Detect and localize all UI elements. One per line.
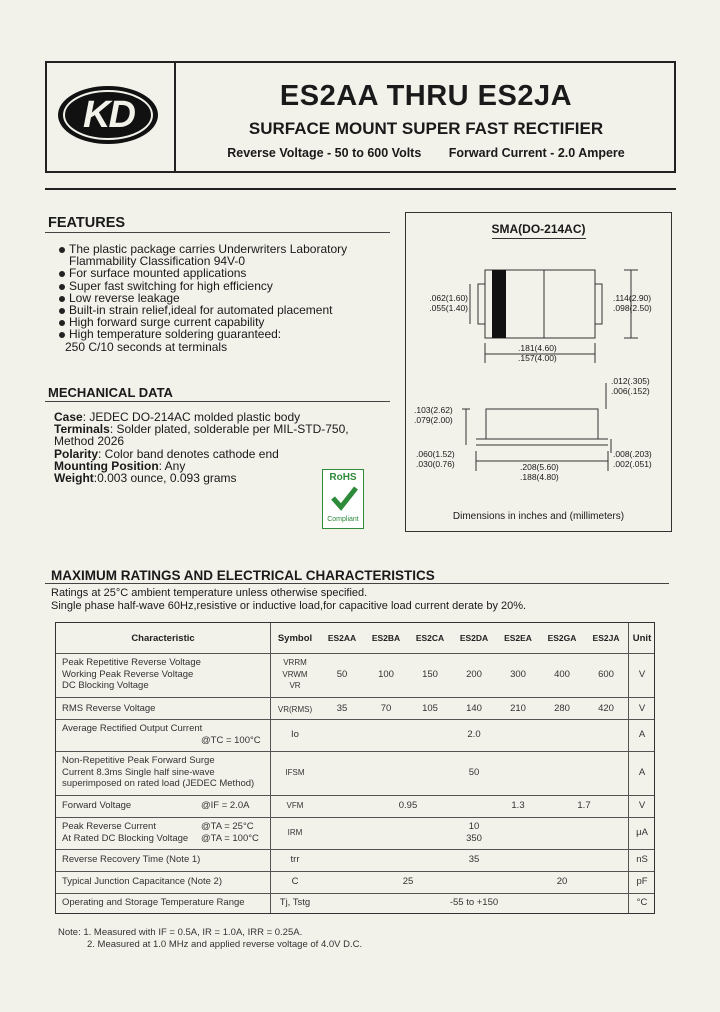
table-cell: -55 to +150 [449,897,499,908]
checkmark-icon [330,484,358,512]
page-title: ES2AA THRU ES2JA [279,80,573,112]
col-part: ES2GA [547,633,577,643]
package-drawing-box [405,212,672,532]
table-cell: 10 350 [466,821,482,844]
table-row-char: Forward Voltage [62,800,132,811]
mechanical-data: Case: JEDEC DO-214AC molded plastic body Terminals: Solder plated, solderable per MIL-STD-750, Method 2026 Polarity: Color band denotes cathode end Mounting Position: Any Weight:0.003 ounce, 0.093 grams [54,410,349,486]
table-cell: 300 [510,669,526,680]
feature-item: The plastic package carries Underwriters Laboratory Flammability Classification 94V-0 [58,243,347,267]
ratings-heading: MAXIMUM RATINGS AND ELECTRICAL CHARACTERISTICS [51,568,435,583]
features-heading: FEATURES [48,215,126,231]
table-cell: 35 [468,854,480,865]
table-row-condition: @TC = 100°C [201,735,261,746]
table-cell: 400 [554,669,570,680]
table-cell: 280 [554,703,570,714]
feature-item: Low reverse leakage [58,292,347,304]
col-part: ES2BA [371,633,401,643]
table-cell-unit: V [638,669,646,680]
table-cell: 35 [336,703,348,714]
table-cell: 25 [402,876,414,887]
table-cell: 1.7 [577,800,591,811]
table-cell: 150 [422,669,438,680]
table-cell-unit: A [638,729,646,740]
table-cell: 1.3 [511,800,525,811]
table-row-char: Reverse Recovery Time (Note 1) [62,854,201,865]
table-cell-unit: nS [636,854,648,865]
table-row-symbol: IFSM [285,768,305,777]
dim-standoff-label: .008(.203) .002(.051) [613,449,652,469]
features-divider [45,232,390,233]
dimensions-note: Dimensions in inches and (millimeters) [452,511,625,522]
table-row-symbol: trr [290,854,300,865]
table-row-symbol: Tj, Tstg [279,897,311,908]
table-row-symbol: IRM [287,828,303,837]
dim-width-label: .062(1.60) .055(1.40) [429,293,468,313]
footnotes: Note: 1. Measured with IF = 0.5A, IR = 1.0A, IRR = 0.25A. 2. Measured at 1.0 MHz and applied reverse voltage of 4.0V D.C. [58,927,363,950]
dim-lead-length-label: .060(1.52) .030(0.76) [416,449,455,469]
dim-body-height-label: .103(2.62) .079(2.00) [414,405,453,425]
table-cell: 600 [598,669,614,680]
col-part: ES2DA [459,633,489,643]
table-row-char: Peak Repetitive Reverse Voltage Working Peak Reverse Voltage DC Blocking Voltage [62,657,201,691]
feature-item: For surface mounted applications [58,267,347,279]
dim-length-label: .181(4.60) .157(4.00) [518,343,557,363]
table-row-symbol: VFM [286,801,304,810]
ratings-table [55,622,655,914]
table-cell-unit: μA [636,827,648,838]
package-name: SMA(DO-214AC) [491,222,586,236]
col-symbol: Symbol [277,633,313,644]
table-row-symbol: C [291,876,299,887]
page-subtitle: SURFACE MOUNT SUPER FAST RECTIFIER [248,119,604,138]
feature-item: Built-in strain relief,ideal for automated placement [58,304,347,316]
table-row-char: Peak Reverse Current At Rated DC Blocking Voltage [62,821,189,844]
logo-text: KD [83,94,134,136]
table-row-char: Typical Junction Capacitance (Note 2) [62,876,222,887]
feature-item: Super fast switching for high efficiency [58,280,347,292]
table-cell: 2.0 [467,729,481,740]
table-row-symbol: VRRM VRWM VR [282,658,308,690]
feature-item: High forward surge current capability [58,316,347,328]
table-cell: 0.95 [398,800,418,811]
rating-summary [176,146,676,160]
header-rule [45,188,676,190]
table-cell-unit: pF [636,876,648,887]
dim-overall-length-label: .208(5.60) .188(4.80) [520,462,559,482]
table-cell-unit: °C [636,897,648,908]
table-cell: 50 [468,767,480,778]
col-part: ES2AA [327,633,357,643]
table-cell: 140 [466,703,482,714]
table-row-char: Non-Repetitive Peak Forward Surge Current 8.3ms Single half sine-wave superimposed on rated load (JEDEC Method) [62,755,255,789]
col-characteristic: Characteristic [131,633,195,644]
table-row-char: Operating and Storage Temperature Range [62,897,245,908]
ratings-notes: Ratings at 25°C ambient temperature unless otherwise specified. Single phase half-wave 60Hz,resistive or inductive load,for capacitive load current derate by 20%. [51,587,527,612]
table-cell: 50 [336,669,348,680]
mechanical-heading: MECHANICAL DATA [48,385,173,400]
table-row-char: RMS Reverse Voltage [62,703,156,714]
col-part: ES2JA [592,633,620,643]
package-outline-drawing [406,213,671,531]
features-list [58,243,347,353]
mechanical-divider [45,401,390,402]
table-cell-unit: V [638,703,646,714]
table-row-symbol: Io [291,729,299,740]
table-cell: 200 [466,669,482,680]
table-cell: 70 [380,703,392,714]
forward-current-rating: Forward Current - 2.0 Ampere [448,146,625,160]
col-part: ES2CA [415,633,445,643]
table-cell: 100 [378,669,394,680]
table-cell: 105 [422,703,438,714]
rohs-compliant-label: Compliant [327,516,359,523]
table-row-condition: @TA = 25°C @TA = 100°C [201,821,259,844]
rohs-badge [322,469,364,529]
dim-height-label: .114(2.90) .098(2.50) [613,293,652,313]
table-cell: 210 [510,703,526,714]
reverse-voltage-range: Reverse Voltage - 50 to 600 Volts [227,146,422,160]
table-cell: 20 [556,876,568,887]
col-part: ES2EA [504,633,532,643]
table-cell-unit: V [638,800,646,811]
table-row-condition: @IF = 2.0A [201,800,250,811]
dim-lead-thickness-label: .012(.305) .006(.152) [611,376,650,396]
col-unit: Unit [632,633,652,644]
ratings-divider [45,583,669,584]
table-row-symbol: VR(RMS) [277,705,313,714]
logo-cell [45,61,176,173]
table-cell: 420 [598,703,614,714]
feature-item: High temperature soldering guaranteed: 250 C/10 seconds at terminals [58,328,347,352]
rohs-label: RoHS [329,472,357,483]
table-row-char: Average Rectified Output Current [62,723,203,734]
table-cell-unit: A [638,767,646,778]
